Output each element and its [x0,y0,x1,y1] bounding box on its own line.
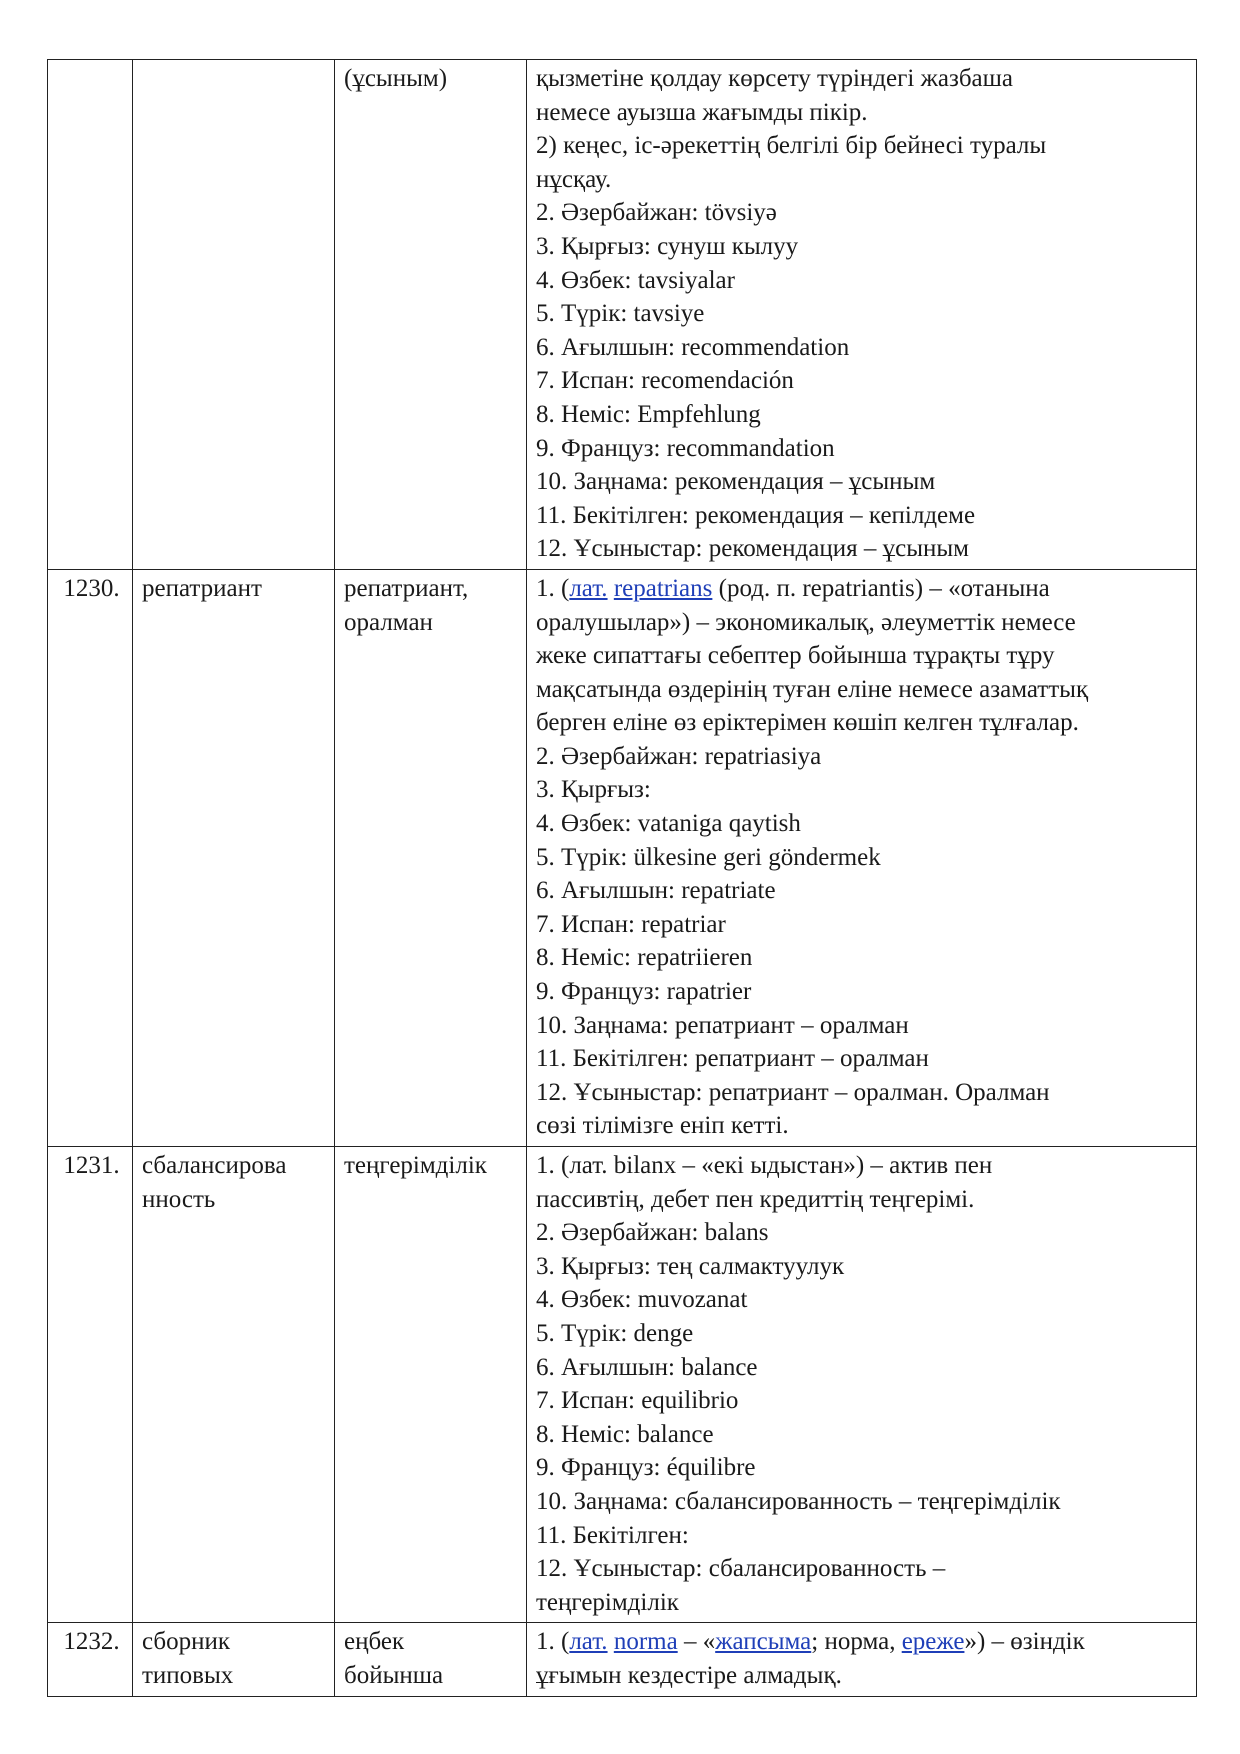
definition-line: 10. Заңнама: рекомендация – ұсыным [536,468,936,496]
definition-line: 3. Қырғыз: тең салмактуулук [536,1252,845,1280]
definition-line: 8. Неміс: balance [536,1420,714,1448]
definition-line: 11. Бекітілген: рекомендация – кепілдеме [536,501,976,529]
definition-line: 6. Ағылшын: recommendation [536,333,850,361]
definition-line: 2. Әзербайжан: repatriasiya [536,742,822,770]
definition-line: 2. Әзербайжан: balans [536,1219,769,1247]
definition-cell [527,60,1197,570]
definition-text: – « [677,1628,716,1656]
definition-line: берген еліне өз еріктерімен көшіп келген тұлғалар. [536,709,1079,737]
entry-number-cell [48,569,133,1146]
definition-line: 7. Испан: recomendación [536,367,794,395]
kazakh-term-line: репатриант, [344,574,469,602]
definition-line: 3. Қырғыз: [536,776,651,804]
definition-line: 5. Түрік: denge [536,1319,694,1347]
entry-number: 1230. [63,574,120,602]
definition-line: 10. Заңнама: репатриант – оралман [536,1011,909,1039]
definition-line: 7. Испан: equilibrio [536,1387,739,1415]
definition-line: 3. Қырғыз: сунуш кылуу [536,232,799,260]
definition-line: 5. Түрік: ülkesine geri göndermek [536,843,881,871]
kazakh-term-line: оралман [344,608,433,636]
definition-line: 12. Ұсыныстар: репатриант – оралман. Оралман [536,1078,1050,1106]
link-norma[interactable]: norma [613,1628,678,1656]
entry-number-cell [48,60,133,570]
russian-term-line: нность [142,1185,216,1213]
link-zhapsyma[interactable]: жапсыма [715,1628,812,1656]
russian-term-cell [133,1623,335,1696]
kazakh-term-line: теңгерімділік [344,1152,487,1179]
definition-text: 1. ( [536,1628,570,1656]
definition-line: сөзі тілімізге еніп кетті. [536,1112,789,1140]
definition-line: 6. Ағылшын: balance [536,1353,758,1381]
entry-number-cell [48,1147,133,1623]
definition-text: (род. п. repatriantis) – «отанына [712,574,1050,602]
definition-line: 9. Француз: équilibre [536,1454,756,1482]
table-row [48,60,1197,570]
link-erezhe[interactable]: ереже [901,1628,965,1656]
definition-line: пассивтің, дебет пен кредиттің теңгерімі. [536,1185,975,1213]
kazakh-term-cell [335,60,527,570]
definition-line: 6. Ағылшын: repatriate [536,877,776,905]
definition-line: теңгерімділік [536,1588,679,1616]
kazakh-term-cell [335,1623,527,1696]
definition-line: 2. Әзербайжан: tövsiyə [536,199,777,227]
definition-line [536,572,1190,606]
table-row [48,1623,1197,1696]
definition-line: мақсатында өздерінің туған еліне немесе азаматтық [536,675,1089,703]
definition-text: ; норма, [811,1628,902,1656]
link-repatrians[interactable]: repatrians [613,574,713,602]
russian-term-cell [133,569,335,1146]
definition-line: 12. Ұсыныстар: сбалансированность – [536,1555,946,1583]
definition-text: ») – өзіндік [964,1628,1085,1656]
definition-line: оралушылар») – экономикалық, әлеуметтік немесе [536,608,1076,636]
definition-line: 5. Түрік: tavsiye [536,300,705,328]
definition-line: 11. Бекітілген: [536,1521,689,1549]
kazakh-term-cell [335,1147,527,1623]
definition-line: 8. Неміс: Empfehlung [536,400,761,428]
russian-term-line: репатриант [142,574,262,602]
definition-line: жеке сипаттағы себептер бойынша тұрақты тұру [536,642,1055,670]
definition-line: нұсқау. [536,165,612,193]
definition-line: 1. (лат. bilanx – «екі ыдыстан») – актив пен [536,1152,993,1179]
definition-line: 9. Француз: recommandation [536,434,835,462]
definition-line: 7. Испан: repatriar [536,910,726,938]
definition-line: 4. Өзбек: vataniga qaytish [536,810,801,838]
kazakh-term-line: еңбек [344,1628,405,1656]
entry-number: 1231. [63,1152,120,1179]
table-row [48,569,1197,1146]
table-row [48,1147,1197,1623]
definition-line: ұғымын кездестіре алмадық. [536,1661,842,1689]
russian-term-cell [133,1147,335,1623]
definition-text: 1. ( [536,574,570,602]
russian-term-line: сборник [142,1628,231,1656]
entry-number: 1232. [63,1628,120,1656]
dictionary-table [47,59,1197,1697]
definition-line: 12. Ұсыныстар: рекомендация – ұсыным [536,535,969,563]
definition-line: 8. Неміс: repatriieren [536,944,753,972]
kazakh-term-line: бойынша [344,1661,444,1689]
definition-line: қызметіне қолдау көрсету түріндегі жазбаша [536,65,1013,92]
russian-term-cell [133,60,335,570]
entry-number-cell [48,1623,133,1696]
definition-line: немесе ауызша жағымды пікір. [536,98,868,126]
kazakh-term-line: (ұсыным) [344,65,448,92]
link-lat[interactable]: лат. [569,1628,608,1656]
russian-term-line: типовых [142,1661,234,1689]
definition-line: 4. Өзбек: muvozanat [536,1286,748,1314]
definition-cell [527,1623,1197,1696]
definition-cell [527,569,1197,1146]
definition-line [536,1625,1190,1659]
definition-line: 10. Заңнама: сбалансированность – теңгерімділік [536,1487,1061,1515]
definition-line: 9. Француз: rapatrier [536,978,752,1006]
kazakh-term-cell [335,569,527,1146]
definition-line: 4. Өзбек: tavsiyalar [536,266,735,294]
definition-line: 11. Бекітілген: репатриант – оралман [536,1045,929,1073]
definition-line: 2) кеңес, іс-әрекеттің белгілі бір бейнесі туралы [536,132,1047,160]
russian-term-line: сбалансирова [142,1152,287,1179]
link-lat[interactable]: лат. [569,574,608,602]
definition-cell [527,1147,1197,1623]
